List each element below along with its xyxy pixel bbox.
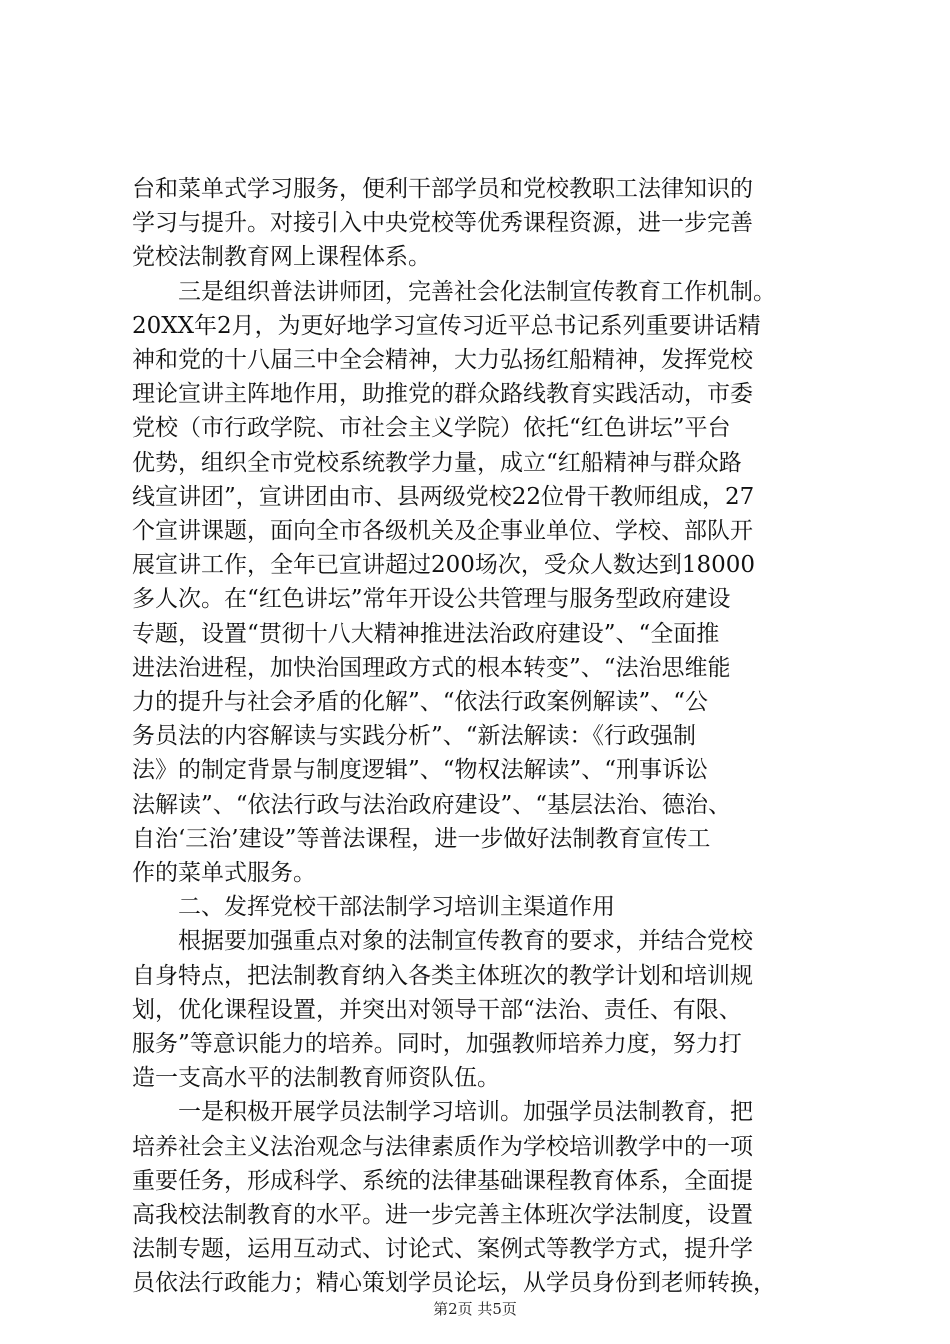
text-line: 优势，组织全市党校系统教学力量，成立“红船精神与群众路	[132, 449, 742, 476]
text-line: 造一支高水平的法制教育师资队伍。	[132, 1065, 500, 1092]
text-line: 二、发挥党校干部法制学习培训主渠道作用	[132, 894, 615, 921]
text-line: 党校法制教育网上课程体系。	[132, 244, 431, 271]
text-line: 员依法行政能力；精心策划学员论坛，从学员身份到老师转换，	[132, 1270, 776, 1297]
text-line: 自身特点，把法制教育纳入各类主体班次的教学计划和培训规	[132, 962, 753, 989]
text-line: 20XX年2月，为更好地学习宣传习近平总书记系列重要讲话精	[132, 312, 761, 339]
text-line: 划，优化课程设置，并突出对领导干部“法治、责任、有限、	[132, 996, 742, 1023]
text-line: 务员法的内容解读与实践分析”、“新法解读：《行政强制	[132, 723, 697, 750]
text-line: 力的提升与社会矛盾的化解”、“依法行政案例解读”、“公	[132, 689, 709, 715]
text-line: 法解读”、“依法行政与法治政府建设”、“基层法治、德治、	[132, 791, 732, 818]
text-line: 一是积极开展学员法制学习培训。加强学员法制教育，把	[132, 1099, 753, 1126]
text-line: 个宣讲课题，面向全市各级机关及企事业单位、学校、部队开	[132, 518, 753, 544]
text-line: 进法治进程，加快治国理政方式的根本转变”、“法治思维能	[132, 654, 731, 681]
text-line: 理论宣讲主阵地作用，助推党的群众路线教育实践活动，市委	[132, 381, 753, 408]
text-line: 三是组织普法讲师团，完善社会化法制宣传教育工作机制。	[132, 278, 776, 305]
text-line: 专题，设置“贯彻十八大精神推进法治政府建设”、“全面推	[132, 620, 720, 647]
text-line: 服务”等意识能力的培养。同时，加强教师培养力度，努力打	[132, 1031, 742, 1057]
text-line: 自治‘三治’建设”等普法课程，进一步做好法制教育宣传工	[132, 825, 711, 852]
text-line: 线宣讲团”，宣讲团由市、县两级党校22位骨干教师组成，27	[132, 483, 755, 510]
text-line: 法》的制定背景与制度逻辑”、“物权法解读”、“刑事诉讼	[132, 757, 709, 784]
text-line: 培养社会主义法治观念与法律素质作为学校培训教学中的一项	[132, 1133, 753, 1160]
text-line: 重要任务，形成科学、系统的法律基础课程教育体系，全面提	[132, 1167, 753, 1194]
text-line: 根据要加强重点对象的法制宣传教育的要求，并结合党校	[132, 928, 753, 955]
page-footer: 第2页 共5页	[433, 1300, 517, 1318]
text-line: 学习与提升。对接引入中央党校等优秀课程资源，进一步完善	[132, 210, 753, 237]
text-line: 神和党的十八届三中全会精神，大力弘扬红船精神，发挥党校	[132, 347, 753, 373]
text-line: 台和菜单式学习服务，便利干部学员和党校教职工法律知识的	[132, 176, 753, 202]
text-line: 法制专题，运用互动式、讨论式、案例式等教学方式，提升学	[132, 1236, 753, 1263]
text-line: 高我校法制教育的水平。进一步完善主体班次学法制度，设置	[132, 1202, 753, 1228]
text-line: 作的菜单式服务。	[132, 860, 316, 886]
text-line: 多人次。在“红色讲坛”常年开设公共管理与服务型政府建设	[132, 586, 731, 613]
text-line: 展宣讲工作，全年已宣讲超过200场次，受众人数达到18000	[132, 552, 756, 579]
text-line: 党校（市行政学院、市社会主义学院）依托“红色讲坛”平台	[132, 415, 731, 442]
